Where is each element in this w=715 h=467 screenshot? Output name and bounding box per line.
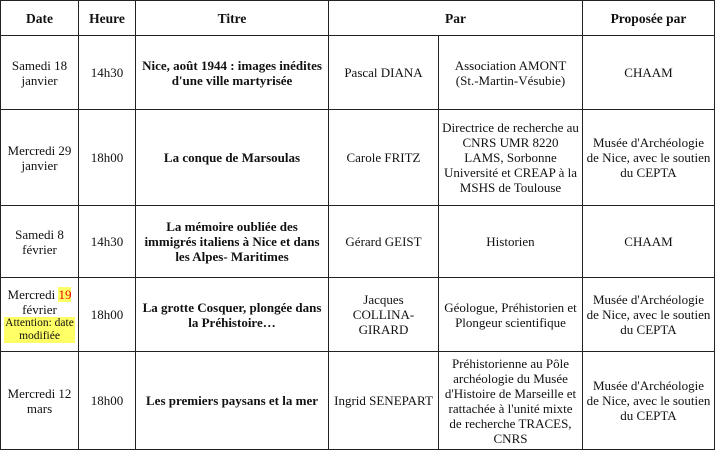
cell-date [1,278,79,352]
cell-heure: 14h30 [79,206,136,278]
cell-par: Association AMONT (St.-Martin-Vésubie) [439,36,583,110]
cell-titre: La conque de Marsoulas [136,110,329,206]
cell-intervenant: Carole FRITZ [329,110,439,206]
cell-heure: 18h00 [79,278,136,352]
header-row [1,1,715,36]
cell-titre: La grotte Cosquer, plongée dans la Préhistoire… [136,278,329,352]
cell-par: Géologue, Préhistorien et Plongeur scientifique [439,278,583,352]
cell-proposee: Musée d'Archéologie de Nice, avec le soutien du CEPTA [583,110,715,206]
cell-proposee: Musée d'Archéologie de Nice, avec le soutien du CEPTA [583,278,715,352]
table-row [1,352,715,450]
cell-date: Mercredi 12 mars [1,352,79,450]
table-row [1,36,715,110]
date-change-note: Attention: date modifiée [5,316,74,342]
cell-intervenant: Jacques COLLINA-GIRARD [329,278,439,352]
header-par: Par [329,1,583,36]
cell-intervenant: Pascal DIANA [329,36,439,110]
table-row [1,110,715,206]
date-day-highlight: 19 [58,286,72,302]
cell-date: Mercredi 29 janvier [1,110,79,206]
cell-par: Directrice de recherche au CNRS UMR 8220 LAMS, Sorbonne Université et CREAP à la MSHS de Toulouse [439,110,583,206]
date-weekday: Mercredi [7,286,56,302]
date-month: février [22,301,57,317]
cell-titre: Les premiers paysans et la mer [136,352,329,450]
cell-proposee: CHAAM [583,206,715,278]
cell-date: Samedi 18 janvier [1,36,79,110]
cell-proposee: CHAAM [583,36,715,110]
cell-titre: La mémoire oubliée des immigrés italiens à Nice et dans les Alpes- Maritimes [136,206,329,278]
cell-heure: 18h00 [79,352,136,450]
cell-date: Samedi 8 février [1,206,79,278]
table-row [1,206,715,278]
cell-heure: 18h00 [79,110,136,206]
header-date: Date [1,1,79,36]
cell-par: Historien [439,206,583,278]
cell-intervenant: Ingrid SENEPART [329,352,439,450]
cell-par: Préhistorienne au Pôle archéologie du Musée d'Histoire de Marseille et rattachée à l'unité mixte de recherche TRACES, CNRS [439,352,583,450]
table-row [1,278,715,352]
cell-intervenant: Gérard GEIST [329,206,439,278]
header-titre: Titre [136,1,329,36]
header-heure: Heure [79,1,136,36]
header-proposee: Proposée par [583,1,715,36]
cell-heure: 14h30 [79,36,136,110]
cell-proposee: Musée d'Archéologie de Nice, avec le soutien du CEPTA [583,352,715,450]
cell-titre: Nice, août 1944 : images inédites d'une ville martyrisée [136,36,329,110]
